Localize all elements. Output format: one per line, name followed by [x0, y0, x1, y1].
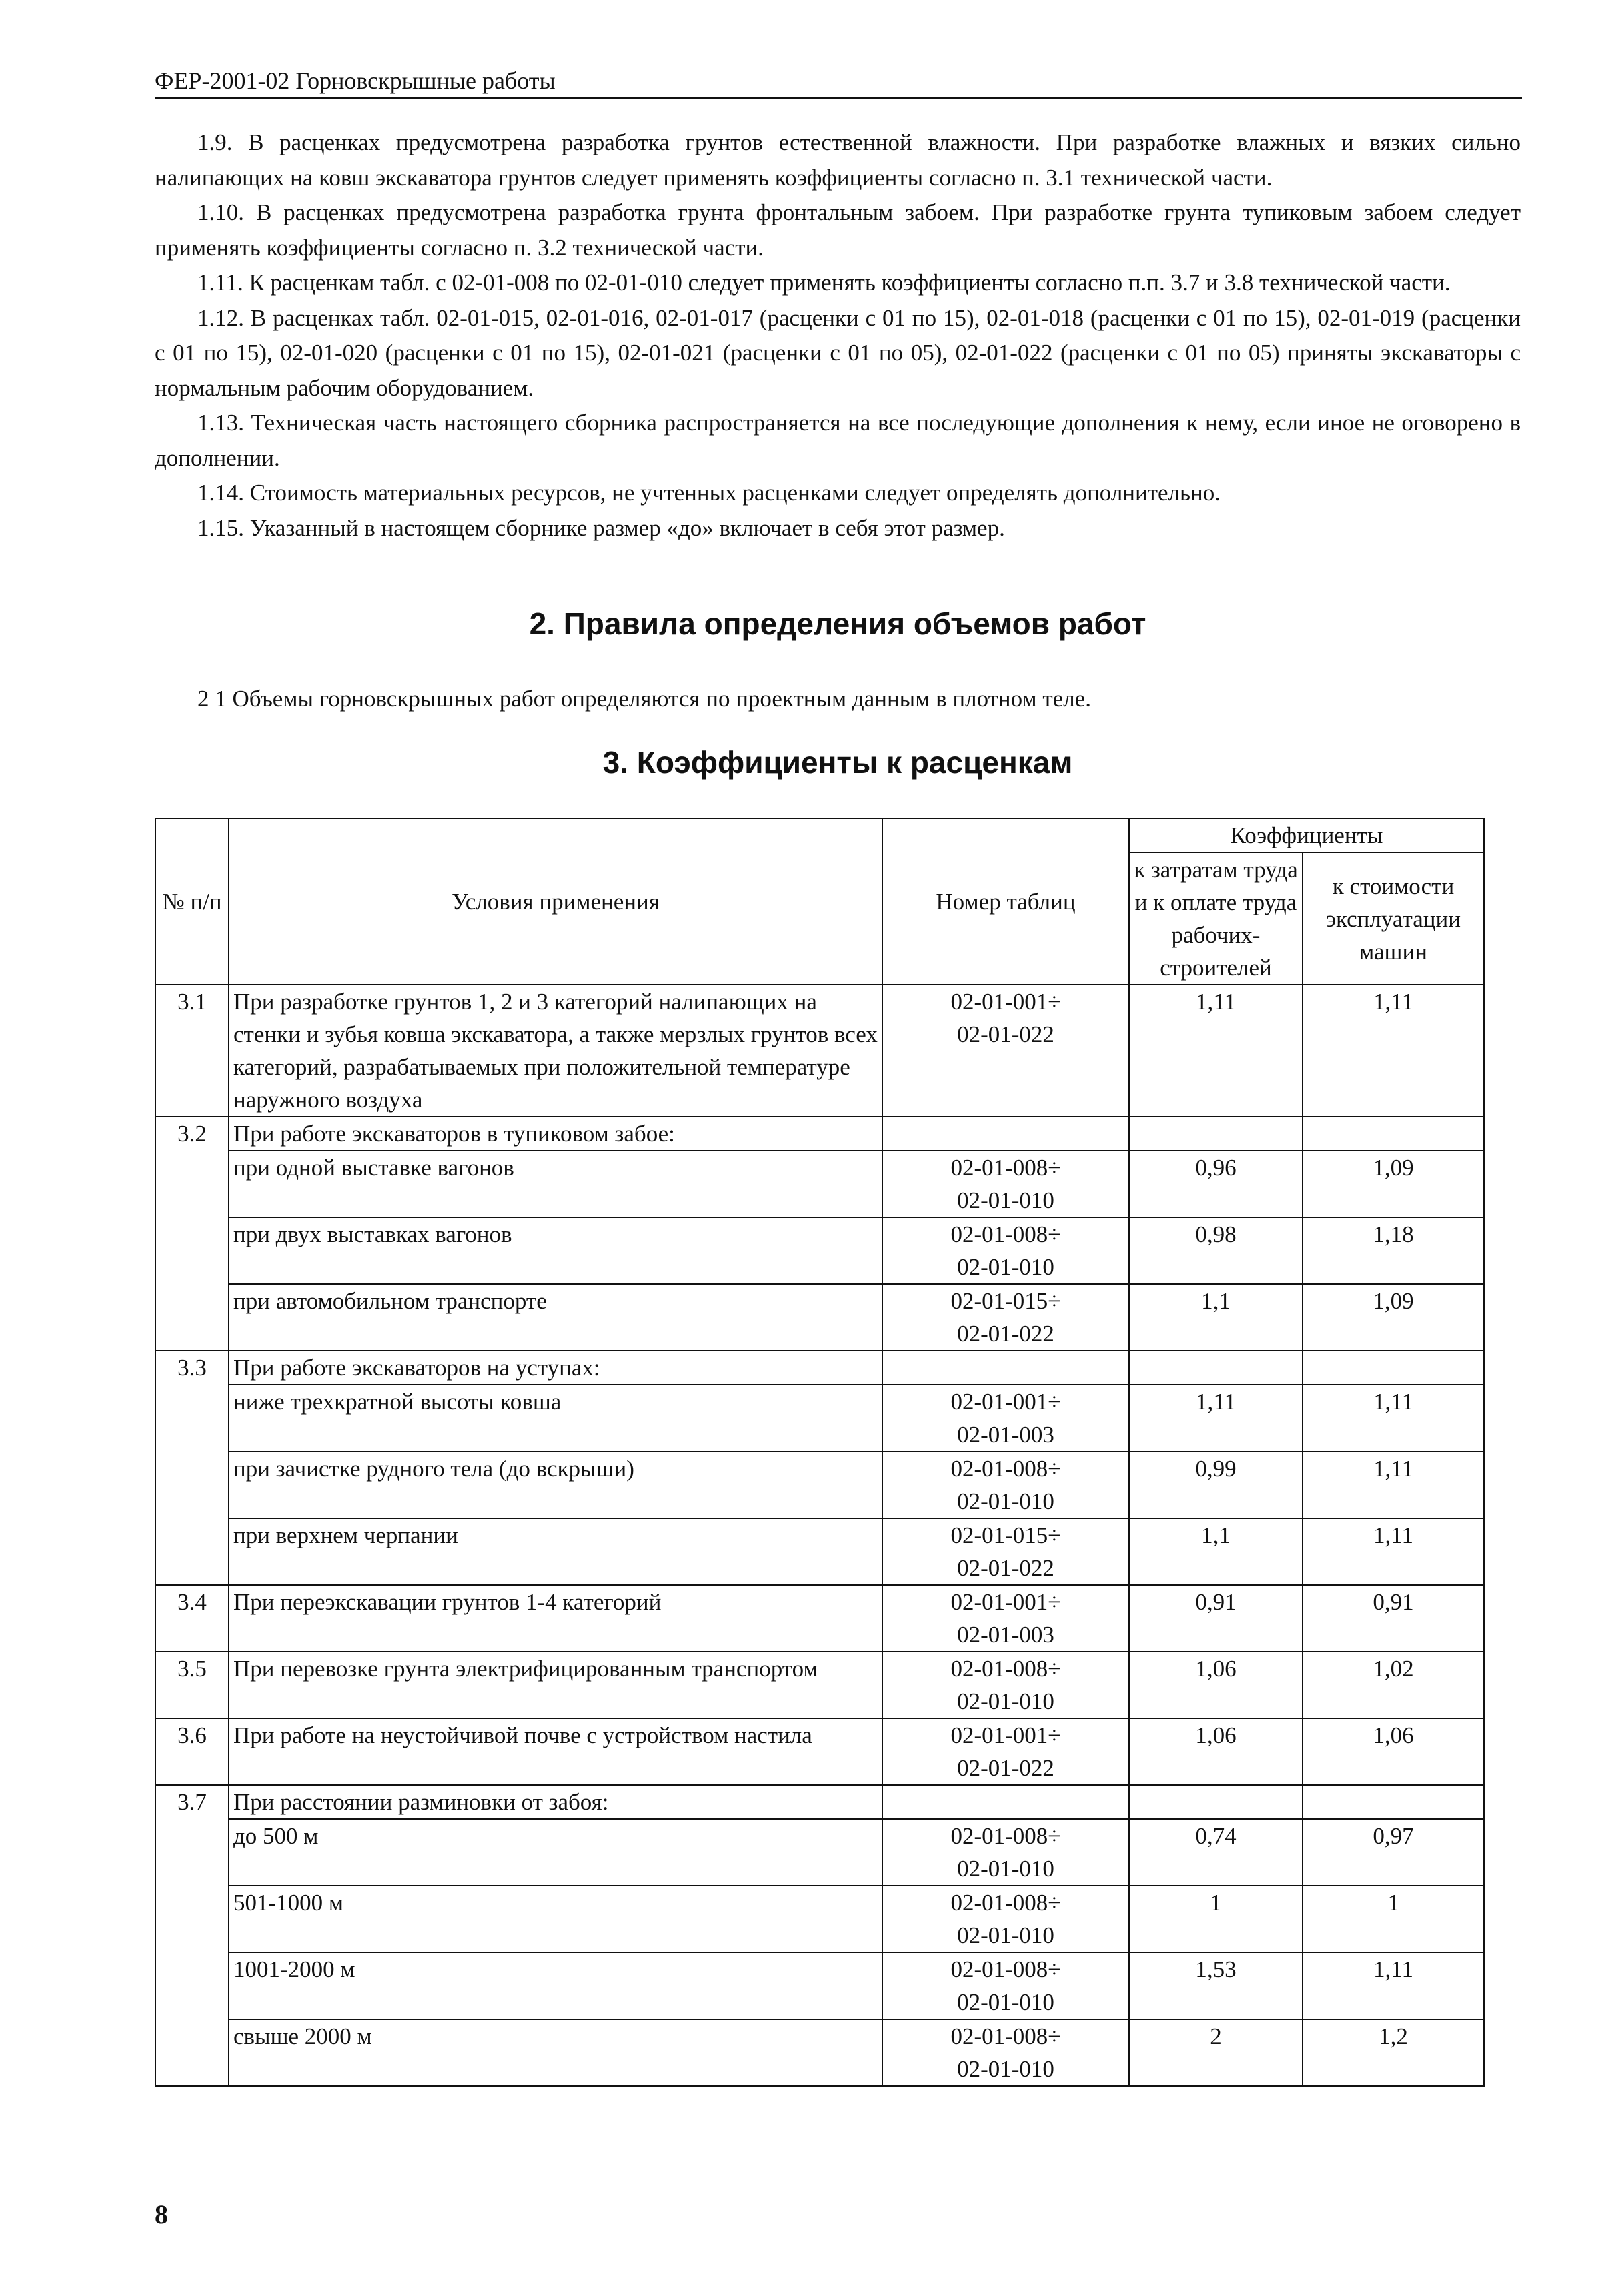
row-number: 3.6 — [155, 1718, 229, 1785]
row-condition: ниже трехкратной высоты ковша — [229, 1385, 882, 1452]
paragraph-1-15: 1.15. Указанный в настоящем сборнике размер «до» включает в себя этот размер. — [197, 514, 1005, 541]
paragraph-1-11: 1.11. К расценкам табл. с 02-01-008 по 02-01-010 следует применять коэффициенты согласно п.п. 3.7 и 3.8 технической части. — [197, 269, 1451, 296]
coef-labor: 0,74 — [1129, 1819, 1303, 1886]
coef-labor: 1,11 — [1129, 985, 1303, 1117]
coef-labor: 1,1 — [1129, 1518, 1303, 1585]
row-table-range — [882, 985, 1129, 1117]
header-machines: к стоимости эксплуатации машин — [1303, 852, 1484, 985]
table-row — [155, 1585, 1484, 1652]
table-row — [155, 1886, 1484, 1952]
coef-machines: 1,18 — [1303, 1217, 1484, 1284]
table-range-end: 02-01-010 — [957, 1922, 1054, 1948]
table-row — [155, 1652, 1484, 1718]
row-number — [155, 1819, 229, 1886]
row-condition: при верхнем черпании — [229, 1518, 882, 1585]
coef-machines: 1,09 — [1303, 1151, 1484, 1217]
paragraph-1-10: 1.10. В расценках предусмотрена разработка грунта фронтальным забоем. При разработке грунта тупиковым забоем следует применять коэффициенты согласно п. 3.2 технической части. — [155, 199, 1521, 261]
table-range-start: 02-01-015÷ — [950, 1288, 1061, 1314]
coef-labor: 0,96 — [1129, 1151, 1303, 1217]
table-range-end: 02-01-010 — [957, 1254, 1054, 1280]
header-num: № п/п — [155, 818, 229, 985]
coef-labor: 1,1 — [1129, 1284, 1303, 1351]
table-range-start: 02-01-008÷ — [950, 2023, 1061, 2049]
table-row — [155, 1351, 1484, 1385]
header-labor: к затратам труда и к оплате труда рабочих-строителей — [1129, 852, 1303, 985]
coefficients-table-body — [155, 985, 1484, 2086]
row-condition: При перевозке грунта электрифицированным транспортом — [229, 1652, 882, 1718]
row-condition: при автомобильном транспорте — [229, 1284, 882, 1351]
table-row — [155, 1217, 1484, 1284]
technical-part-text — [155, 125, 1521, 546]
coef-machines: 0,91 — [1303, 1585, 1484, 1652]
coef-labor: 0,99 — [1129, 1452, 1303, 1518]
table-row — [155, 2019, 1484, 2086]
table-row — [155, 985, 1484, 1117]
table-range-start: 02-01-001÷ — [950, 1389, 1061, 1415]
row-table-range — [882, 1284, 1129, 1351]
paragraph-1-14: 1.14. Стоимость материальных ресурсов, не учтенных расценками следует определять дополнительно. — [197, 480, 1221, 506]
row-condition: При расстоянии разминовки от забоя: — [229, 1785, 882, 1819]
section-2-heading: 2. Правила определения объемов работ — [529, 606, 1146, 641]
table-row — [155, 1718, 1484, 1785]
table-range-start: 02-01-008÷ — [950, 1456, 1061, 1482]
row-table-range — [882, 1117, 1129, 1151]
table-range-start: 02-01-008÷ — [950, 1890, 1061, 1916]
paragraph-1-13: 1.13. Техническая часть настоящего сборника распространяется на все последующие дополнения к нему, если иное не оговорено в дополнении. — [155, 410, 1521, 471]
table-range-end: 02-01-022 — [957, 1755, 1054, 1781]
table-row — [155, 1385, 1484, 1452]
row-number — [155, 1952, 229, 2019]
row-table-range — [882, 1652, 1129, 1718]
table-range-end: 02-01-003 — [957, 1421, 1054, 1448]
coef-machines: 1,11 — [1303, 1518, 1484, 1585]
coef-machines: 1,11 — [1303, 1952, 1484, 2019]
table-range-start: 02-01-001÷ — [950, 1589, 1061, 1615]
row-number: 3.4 — [155, 1585, 229, 1652]
coef-machines: 1,11 — [1303, 1452, 1484, 1518]
row-number: 3.5 — [155, 1652, 229, 1718]
header-rule — [155, 97, 1522, 99]
row-number — [155, 1217, 229, 1284]
row-number — [155, 1886, 229, 1952]
row-condition: При работе на неустойчивой почве с устройством настила — [229, 1718, 882, 1785]
table-range-end: 02-01-022 — [957, 1021, 1054, 1047]
table-range-start: 02-01-015÷ — [950, 1522, 1061, 1548]
coef-machines: 1,2 — [1303, 2019, 1484, 2086]
table-range-end: 02-01-010 — [957, 1187, 1054, 1213]
table-range-start: 02-01-008÷ — [950, 1823, 1061, 1849]
table-row — [155, 1819, 1484, 1886]
row-table-range — [882, 1518, 1129, 1585]
section-2-text: 2 1 Объемы горновскрышных работ определяются по проектным данным в плотном теле. — [197, 686, 1091, 712]
coef-machines — [1303, 1117, 1484, 1151]
coef-machines: 0,97 — [1303, 1819, 1484, 1886]
running-head: ФЕР-2001-02 Горновскрышные работы — [155, 67, 556, 94]
table-range-end: 02-01-010 — [957, 2056, 1054, 2082]
table-range-end: 02-01-010 — [957, 1989, 1054, 2015]
table-range-start: 02-01-008÷ — [950, 1221, 1061, 1247]
row-condition: При работе экскаваторов в тупиковом забое: — [229, 1117, 882, 1151]
section-3-heading: 3. Коэффициенты к расценкам — [602, 745, 1073, 780]
row-condition: свыше 2000 м — [229, 2019, 882, 2086]
coef-machines: 1,02 — [1303, 1652, 1484, 1718]
coef-machines: 1,06 — [1303, 1718, 1484, 1785]
table-range-start: 02-01-008÷ — [950, 1956, 1061, 1982]
coef-labor — [1129, 1351, 1303, 1385]
row-number: 3.7 — [155, 1785, 229, 1819]
table-row — [155, 1518, 1484, 1585]
table-range-end: 02-01-010 — [957, 1856, 1054, 1882]
coef-labor: 1,06 — [1129, 1652, 1303, 1718]
coef-machines — [1303, 1351, 1484, 1385]
row-number — [155, 1385, 229, 1452]
row-condition: 1001-2000 м — [229, 1952, 882, 2019]
row-number: 3.2 — [155, 1117, 229, 1151]
coef-machines: 1,11 — [1303, 985, 1484, 1117]
header-conditions: Условия применения — [229, 818, 882, 985]
table-range-end: 02-01-010 — [957, 1488, 1054, 1514]
row-table-range — [882, 1952, 1129, 2019]
coef-labor: 1,11 — [1129, 1385, 1303, 1452]
table-range-start: 02-01-001÷ — [950, 989, 1061, 1015]
coef-labor: 0,91 — [1129, 1585, 1303, 1652]
row-table-range — [882, 1785, 1129, 1819]
row-table-range — [882, 2019, 1129, 2086]
row-number: 3.1 — [155, 985, 229, 1117]
table-row — [155, 1952, 1484, 2019]
header-tables: Номер таблиц — [882, 818, 1129, 985]
row-condition: до 500 м — [229, 1819, 882, 1886]
coef-machines: 1,09 — [1303, 1284, 1484, 1351]
paragraph-1-12: 1.12. В расценках табл. 02-01-015, 02-01-016, 02-01-017 (расценки с 01 по 15), 02-01-018 (расценки с 01 по 15), 02-01-019 (расценки с 01 по 15), 02-01-020 (расценки с 01 по 15), 02-01-021 (расценки с 01 по 05), 02-01-022 (расценки с 01 по 05) приняты экскаваторы с нормальным рабочим оборудованием. — [155, 304, 1521, 401]
row-table-range — [882, 1452, 1129, 1518]
row-condition: При работе экскаваторов на уступах: — [229, 1351, 882, 1385]
row-number — [155, 1452, 229, 1518]
row-condition: 501-1000 м — [229, 1886, 882, 1952]
row-table-range — [882, 1151, 1129, 1217]
paragraph-1-9: 1.9. В расценках предусмотрена разработка грунтов естественной влажности. При разработке влажных и вязких сильно налипающих на ковш экскаватора грунтов следует применять коэффициенты согласно п. 3.1 технической части. — [155, 129, 1521, 191]
coef-machines — [1303, 1785, 1484, 1819]
table-range-end: 02-01-022 — [957, 1555, 1054, 1581]
page-number: 8 — [155, 2199, 168, 2229]
coef-labor — [1129, 1785, 1303, 1819]
row-table-range — [882, 1217, 1129, 1284]
row-number — [155, 1151, 229, 1217]
coef-machines: 1 — [1303, 1886, 1484, 1952]
table-range-end: 02-01-022 — [957, 1321, 1054, 1347]
table-range-start: 02-01-001÷ — [950, 1722, 1061, 1748]
row-condition: при зачистке рудного тела (до вскрыши) — [229, 1452, 882, 1518]
row-table-range — [882, 1819, 1129, 1886]
row-condition: при двух выставках вагонов — [229, 1217, 882, 1284]
row-condition: При переэкскавации грунтов 1-4 категорий — [229, 1585, 882, 1652]
table-range-start: 02-01-008÷ — [950, 1656, 1061, 1682]
row-number — [155, 1284, 229, 1351]
header-coefficients: Коэффициенты — [1129, 818, 1484, 852]
coef-labor: 0,98 — [1129, 1217, 1303, 1284]
row-table-range — [882, 1585, 1129, 1652]
table-row — [155, 1151, 1484, 1217]
row-number — [155, 2019, 229, 2086]
row-table-range — [882, 1718, 1129, 1785]
table-row — [155, 1117, 1484, 1151]
table-range-end: 02-01-010 — [957, 1688, 1054, 1714]
table-range-end: 02-01-003 — [957, 1622, 1054, 1648]
coef-labor: 2 — [1129, 2019, 1303, 2086]
coef-labor: 1,53 — [1129, 1952, 1303, 2019]
table-row — [155, 1452, 1484, 1518]
row-table-range — [882, 1886, 1129, 1952]
coefficients-table — [155, 818, 1485, 2087]
row-table-range — [882, 1385, 1129, 1452]
coef-labor: 1,06 — [1129, 1718, 1303, 1785]
coef-labor: 1 — [1129, 1886, 1303, 1952]
table-row — [155, 1284, 1484, 1351]
table-range-start: 02-01-008÷ — [950, 1155, 1061, 1181]
coef-machines: 1,11 — [1303, 1385, 1484, 1452]
table-row — [155, 1785, 1484, 1819]
row-condition: при одной выставке вагонов — [229, 1151, 882, 1217]
row-table-range — [882, 1351, 1129, 1385]
row-number — [155, 1518, 229, 1585]
coef-labor — [1129, 1117, 1303, 1151]
row-number: 3.3 — [155, 1351, 229, 1385]
row-condition: При разработке грунтов 1, 2 и 3 категорий налипающих на стенки и зубья ковша экскаватора, а также мерзлых грунтов всех категорий, разрабатываемых при положительной температуре наружного воздуха — [229, 985, 882, 1117]
